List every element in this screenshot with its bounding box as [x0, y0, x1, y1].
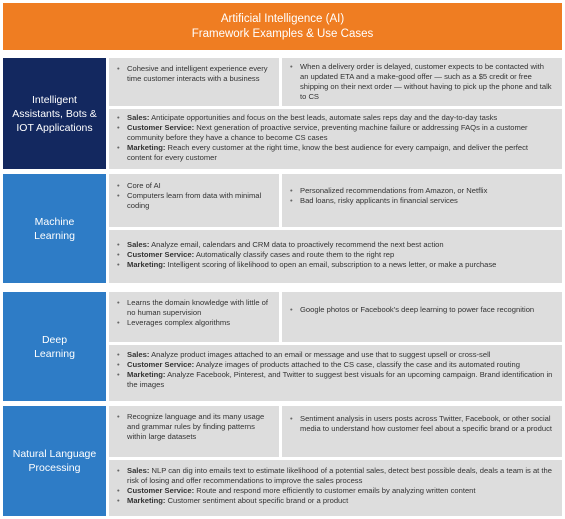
use-cases-box [109, 230, 562, 283]
use-case-item: • Customer Service: Next generation of proactive service, preventing machine failure or addressing FAQs in a customer community before they have a chance to become CS cases [127, 123, 554, 143]
example-item: • Sentiment analysis in users posts across Twitter, Facebook, or other social media to understand how customer feel about a specific brand or a product [300, 414, 554, 434]
row-label: Deep Learning [3, 292, 106, 401]
row-deep-learning [3, 292, 562, 401]
example-item: • When a delivery order is delayed, customer expects to be contacted with an updated ETA and a make-good offer — such as a $5 credit or free shipping on their next order — without having to pick up the phone and talk to CS [300, 62, 554, 102]
definition-item: • Cohesive and intelligent experience every time customer interacts with a business [127, 64, 271, 84]
row-intelligent-assistants [3, 58, 562, 169]
use-case-item: • Customer Service: Automatically classify cases and route them to the right rep [127, 250, 554, 260]
use-case-item: • Sales: Analyze email, calendars and CRM data to proactively recommend the next best action [127, 240, 554, 250]
example-item: • Personalized recommendations from Amazon, or Netflix [300, 186, 554, 196]
example-box [282, 406, 562, 457]
definition-item: • Leverages complex algorithms [127, 318, 271, 328]
example-item: • Bad loans, risky applicants in financial services [300, 196, 554, 206]
use-case-item: • Sales: Anticipate opportunities and focus on the best leads, automate sales reps day and the day-to-day tasks [127, 113, 554, 123]
definition-item: • Learns the domain knowledge with little of no human supervision [127, 298, 271, 318]
definition-box [109, 174, 279, 227]
example-box [282, 174, 562, 227]
use-case-item: • Customer Service: Analyze images of products attached to the CS case, classify the case and its automated routing [127, 360, 554, 370]
row-machine-learning [3, 174, 562, 283]
use-case-item: • Marketing: Customer sentiment about specific brand or a product [127, 496, 554, 506]
page-header [3, 3, 562, 50]
header-title: Artificial Intelligence (AI) [220, 12, 345, 25]
use-case-item: • Sales: Analyze product images attached to an email or message and use that to suggest upsell or cross-sell [127, 350, 554, 360]
definition-box [109, 406, 279, 457]
definition-item: • Recognize language and its many usage and grammar rules by finding patterns within large datasets [127, 412, 271, 442]
use-case-item: • Customer Service: Route and respond more efficiently to customer emails by analyzing written content [127, 486, 554, 496]
use-case-item: • Marketing: Analyze Facebook, Pinterest, and Twitter to suggest best visuals for an upcoming campaign. Brand identification in the images [127, 370, 554, 390]
row-label: Natural Language Processing [3, 406, 106, 516]
use-cases-box [109, 460, 562, 516]
example-box [282, 292, 562, 342]
definition-item: • Computers learn from data with minimal coding [127, 191, 271, 211]
definition-item: • Core of AI [127, 181, 271, 191]
header-subtitle: Framework Examples & Use Cases [191, 27, 374, 40]
example-box [282, 58, 562, 106]
use-case-item: • Sales: NLP can dig into emails text to estimate likelihood of a potential sales, detect best possible deals, deals a team is at the risk of losing and offer recommendations to improve the sales process [127, 466, 554, 486]
use-case-item: • Marketing: Reach every customer at the right time, know the best audience for every campaign, and deliver the perfect content for every customer [127, 143, 554, 163]
definition-box [109, 58, 279, 106]
definition-box [109, 292, 279, 342]
example-item: • Google photos or Facebook’s deep learning to power face recognition [300, 305, 554, 315]
use-case-item: • Marketing: Intelligent scoring of likelihood to open an email, subscription to a news letter, or make a purchase [127, 260, 554, 270]
row-natural-language-processing [3, 406, 562, 516]
use-cases-box [109, 345, 562, 401]
row-label: Intelligent Assistants, Bots & IOT Applications [3, 58, 106, 169]
use-cases-box [109, 109, 562, 169]
row-label: Machine Learning [3, 174, 106, 283]
